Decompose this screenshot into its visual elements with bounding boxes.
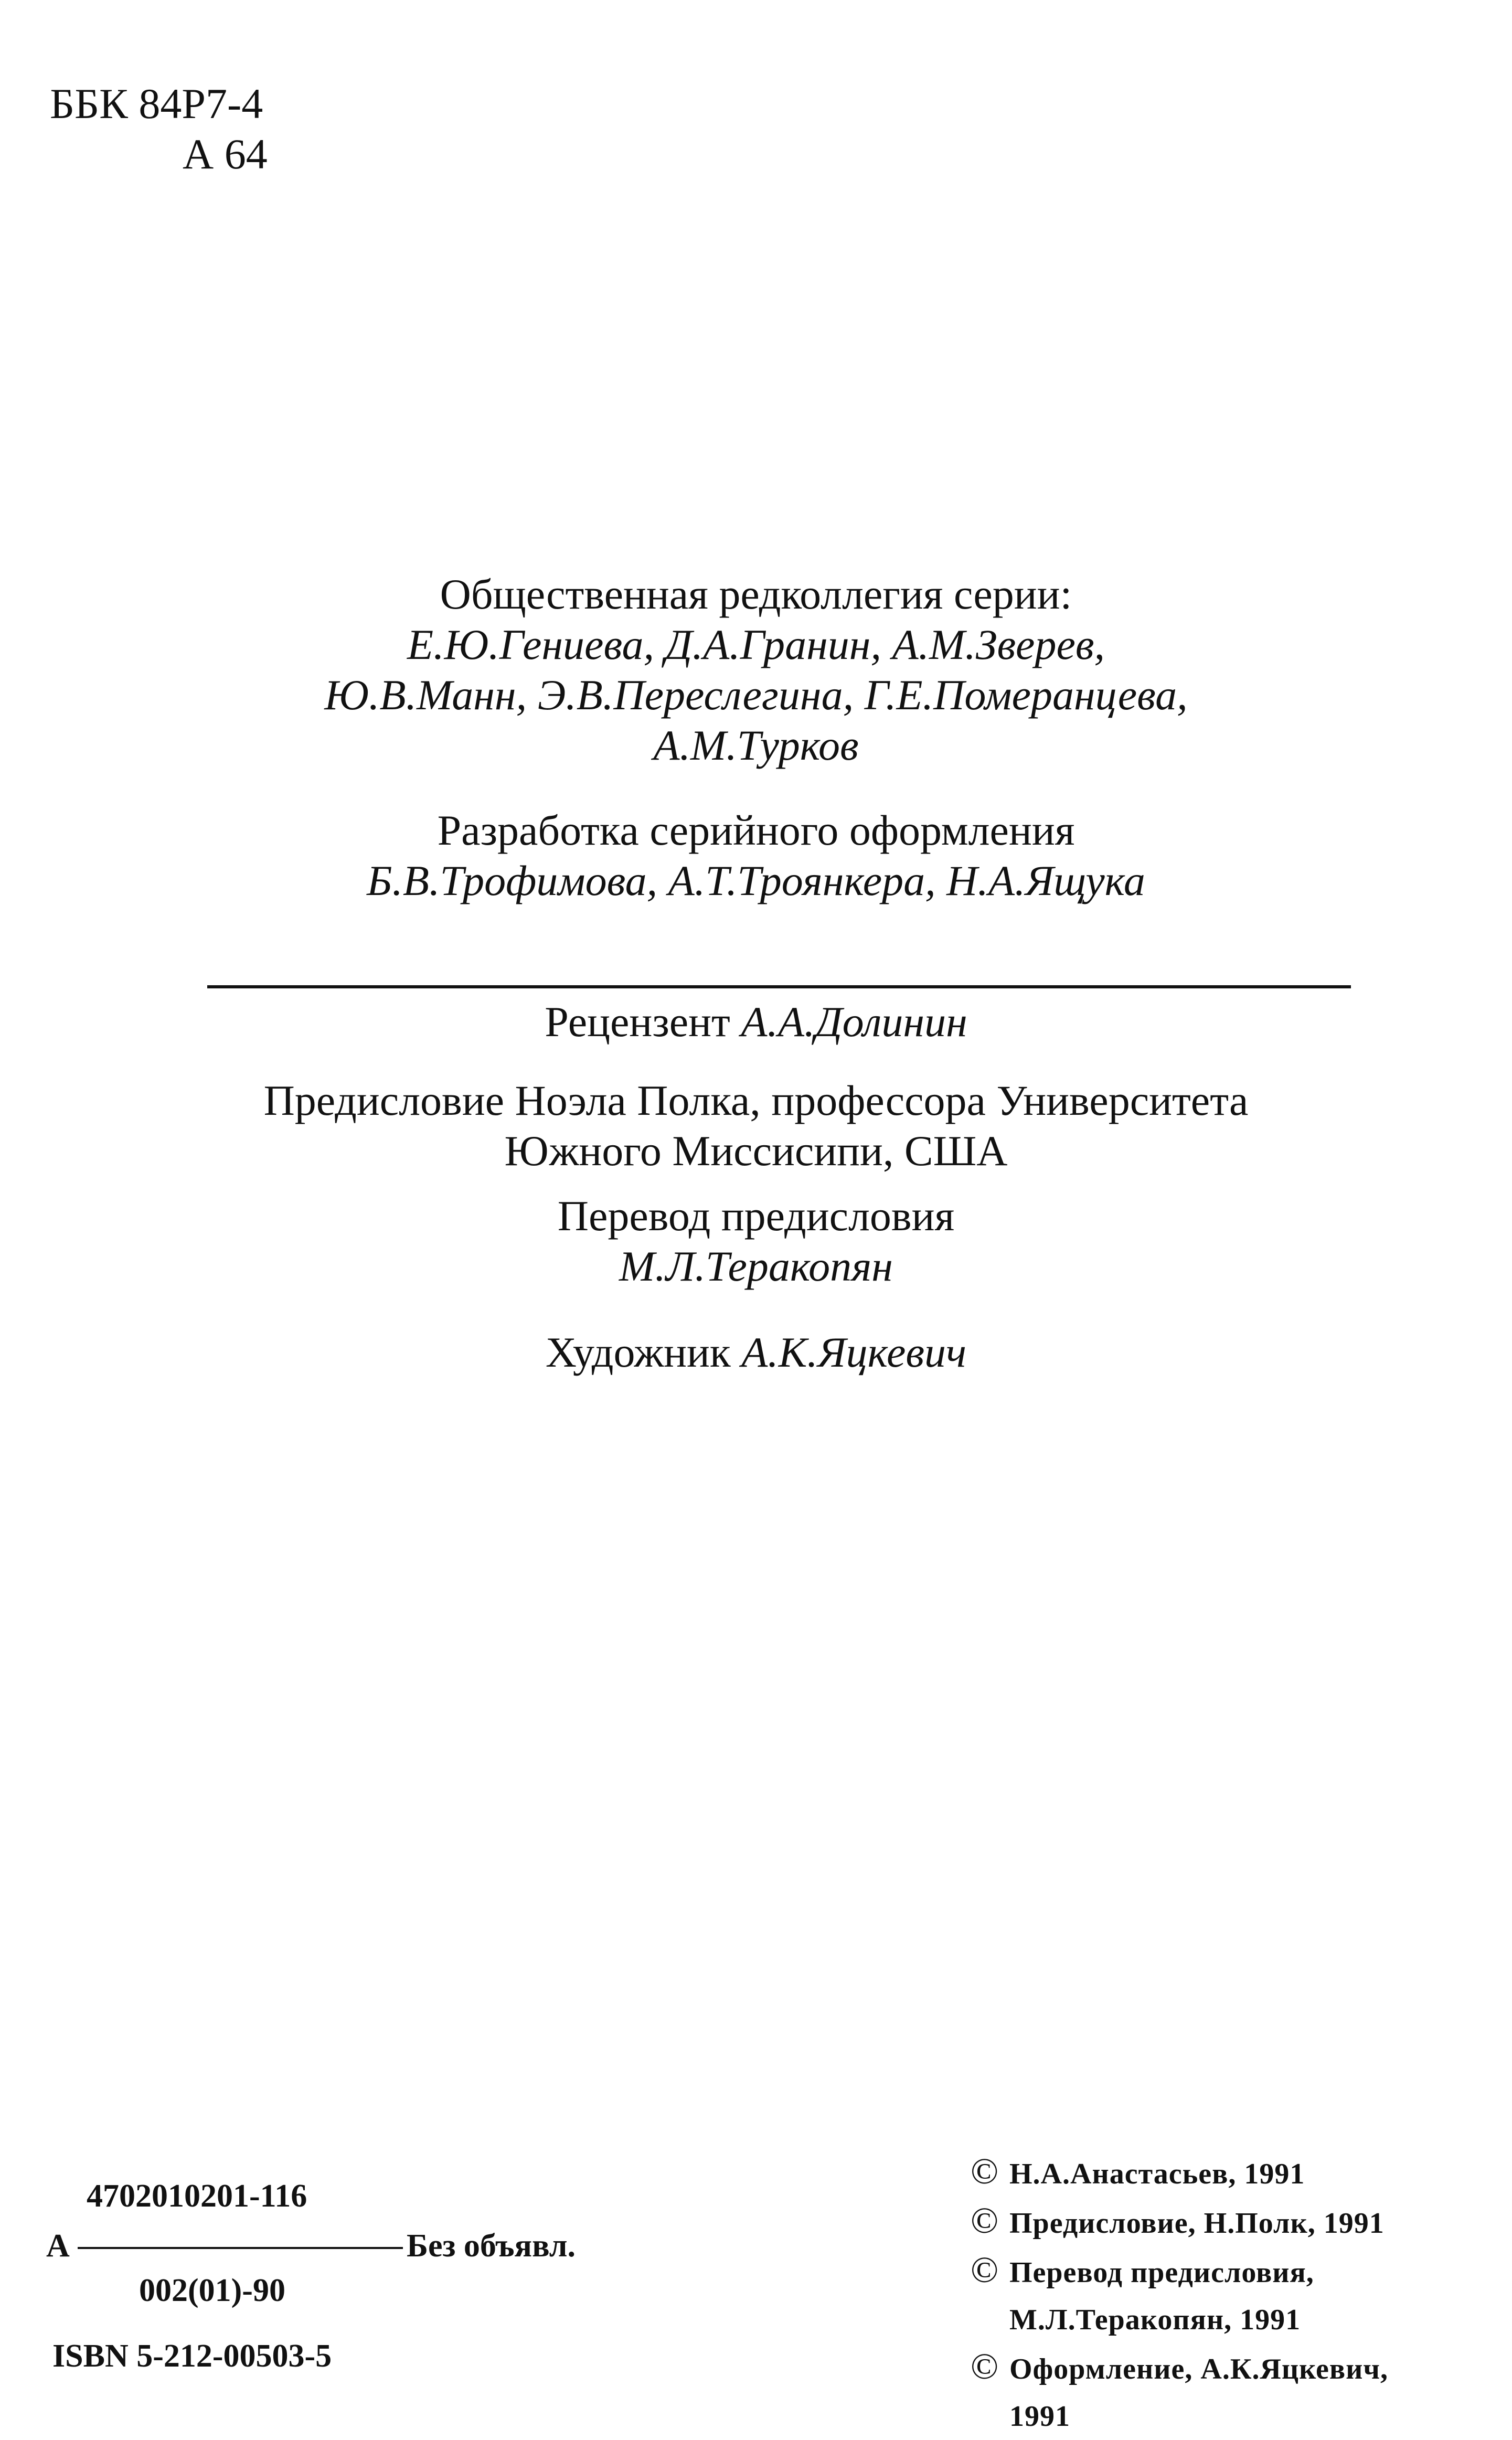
translation-credit xyxy=(0,1191,1512,1292)
artist-label: Художник xyxy=(545,1328,731,1376)
bbk-classification xyxy=(50,79,268,179)
copyright-entry xyxy=(971,2198,1388,2247)
reviewer xyxy=(0,997,1512,1047)
editorial-heading: Общественная редколлегия серии: xyxy=(440,570,1072,618)
design-names: Б.В.Трофимова, А.Т.Троянкера, Н.А.Ящука xyxy=(367,857,1145,904)
reviewer-name: А.А.Долинин xyxy=(741,998,967,1046)
copyright-symbol: © xyxy=(971,2347,999,2387)
preface-line-1: Предисловие Ноэла Полка, профессора Университета xyxy=(263,1077,1249,1124)
copyright-continuation: М.Л.Теракопян, 1991 xyxy=(1009,2304,1301,2336)
copyright-text: Н.А.Анастасьев, 1991 xyxy=(1009,2158,1305,2190)
bbk-code: ББК 84Р7-4 xyxy=(50,80,263,127)
copyright-symbol: © xyxy=(971,2250,999,2290)
editorial-members-line-2: Ю.В.Манн, Э.В.Переслегина, Г.Е.Померанцева, xyxy=(324,671,1188,719)
isbn: ISBN 5-212-00503-5 xyxy=(52,2338,332,2374)
catalog-fraction-rule xyxy=(78,2247,403,2249)
copyright-entry xyxy=(971,2247,1388,2296)
artist-credit xyxy=(0,1327,1512,1378)
copyright-notices xyxy=(971,2148,1388,2440)
series-design xyxy=(0,805,1512,906)
translation-heading: Перевод предисловия xyxy=(557,1192,955,1240)
catalog-code-top: 4702010201-116 xyxy=(87,2178,307,2214)
copyright-entry xyxy=(971,2343,1388,2393)
editorial-members-line-3: А.М.Турков xyxy=(653,721,859,769)
editorial-board xyxy=(0,569,1512,771)
copyright-symbol: © xyxy=(971,2151,999,2192)
author-mark: А 64 xyxy=(183,130,268,178)
copyright-text: Оформление, А.К.Яцкевич, xyxy=(1009,2353,1388,2385)
preface-credit xyxy=(0,1075,1512,1176)
translator-name: М.Л.Теракопян xyxy=(619,1242,893,1290)
catalog-code-bottom: 002(01)-90 xyxy=(139,2273,285,2308)
artist-name: А.К.Яцкевич xyxy=(741,1328,967,1376)
copyright-entry xyxy=(971,2148,1388,2198)
copyright-symbol: © xyxy=(971,2201,999,2241)
catalog-code-letter: А xyxy=(46,2228,70,2264)
catalog-no-ad: Без объявл. xyxy=(407,2228,576,2264)
copyright-text: Предисловие, Н.Полк, 1991 xyxy=(1009,2207,1385,2240)
preface-line-2: Южного Миссисипи, США xyxy=(504,1127,1008,1175)
reviewer-label: Рецензент xyxy=(545,998,730,1046)
design-heading: Разработка серийного оформления xyxy=(437,806,1075,854)
editorial-members-line-1: Е.Ю.Гениева, Д.А.Гранин, А.М.Зверев, xyxy=(407,621,1105,668)
separator-rule xyxy=(207,985,1351,988)
copyright-continuation: 1991 xyxy=(1009,2400,1070,2433)
copyright-text: Перевод предисловия, xyxy=(1009,2256,1314,2289)
